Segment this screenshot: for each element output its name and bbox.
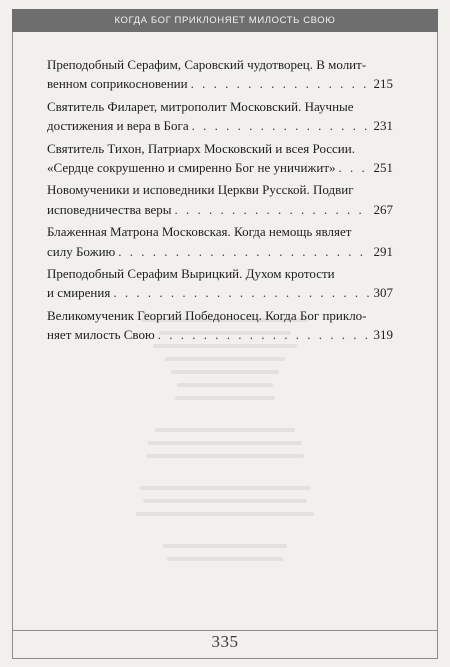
toc-entry-3 (47, 139, 393, 178)
toc-entry-title-line: Новомученики и исповедники Церкви Русской. Подвиг (47, 182, 354, 198)
footer-rule (12, 630, 438, 631)
toc-page-number: 307 (373, 285, 393, 301)
toc-page-number: 215 (373, 76, 393, 92)
toc-entry-title-last: силу Божию (47, 243, 116, 259)
toc-entry-title-line: Святитель Тихон, Патриарх Московский и всея России. (47, 140, 355, 156)
page-number: 335 (211, 632, 239, 651)
show-through-text (105, 318, 345, 558)
toc-entry-title-last: венном соприкосновении (47, 76, 188, 92)
toc-page-number: 251 (373, 160, 393, 176)
toc-entry-title-line: Преподобный Серафим Вырицкий. Духом кротости (47, 266, 335, 282)
toc-entry-title-line: Блаженная Матрона Московская. Когда немощь являет (47, 224, 352, 240)
dot-leader (191, 74, 371, 93)
toc-page-number: 231 (373, 118, 393, 134)
toc-entry-title-last: исповедничества веры (47, 201, 172, 217)
dot-leader (192, 116, 371, 135)
table-of-contents (47, 55, 393, 348)
toc-entry-1 (47, 55, 393, 94)
toc-entry-4 (47, 180, 393, 219)
dot-leader (118, 242, 370, 261)
toc-page-number: 319 (373, 327, 393, 343)
toc-entry-6 (47, 264, 393, 303)
toc-page-number: 267 (373, 201, 393, 217)
toc-entry-title-line: Святитель Филарет, митрополит Московский. Научные (47, 98, 354, 114)
dot-leader (113, 283, 370, 302)
toc-entry-5 (47, 222, 393, 261)
running-header-title: КОГДА БОГ ПРИКЛОНЯЕТ МИЛОСТЬ СВОЮ (114, 15, 336, 26)
toc-entry-title-last: и смирения (47, 285, 111, 301)
toc-entry-title-last: «Сердце сокрушенно и смиренно Бог не уничижит» (47, 160, 336, 176)
toc-entry-title-line: Великомученик Георгий Победоносец. Когда Бог прикло- (47, 307, 367, 323)
toc-entry-title-last: няет милость Свою (47, 327, 155, 343)
toc-entry-2 (47, 97, 393, 136)
toc-page-number: 291 (373, 243, 393, 259)
toc-entry-title-line: Преподобный Серафим, Саровский чудотворец. В молит- (47, 57, 367, 72)
running-header (12, 9, 438, 32)
dot-leader (175, 200, 371, 219)
toc-entry-title-last: достижения и вера в Бога (47, 118, 189, 134)
dot-leader (339, 158, 371, 177)
